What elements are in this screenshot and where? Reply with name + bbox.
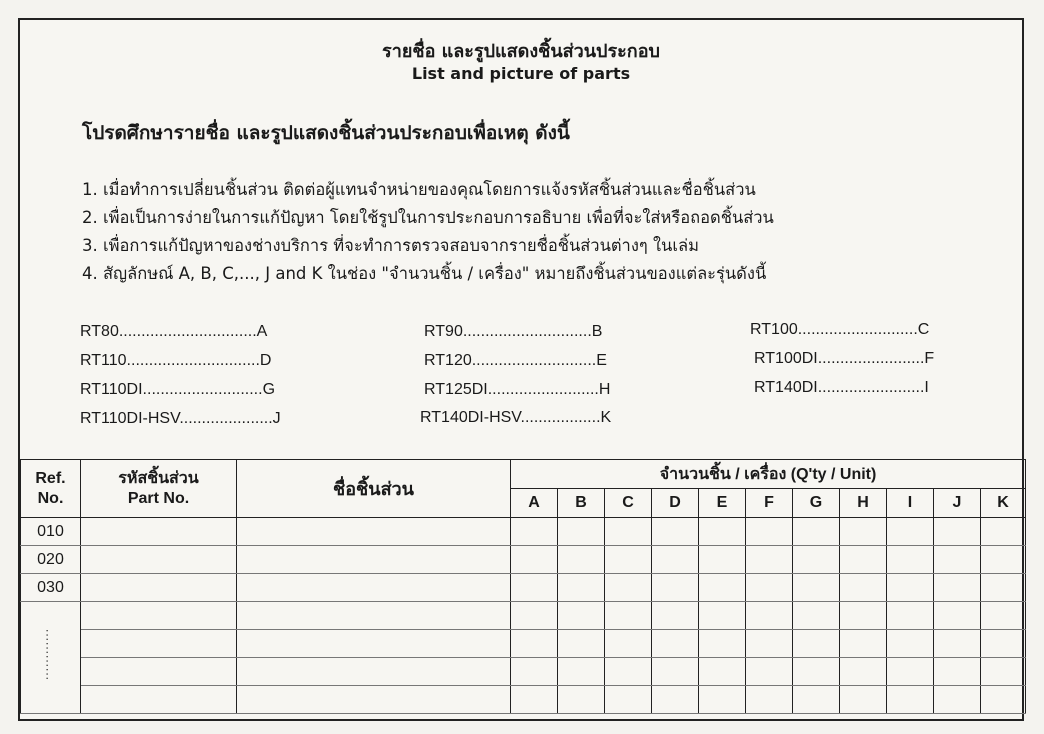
qty-cell	[652, 630, 699, 658]
model-entry	[420, 408, 611, 428]
qty-cell	[699, 574, 746, 602]
qty-per-unit-header: จำนวนชิ้น / เครื่อง (Q'ty / Unit)	[511, 460, 1026, 489]
part-name-cell	[237, 546, 511, 574]
qty-cell	[605, 546, 652, 574]
model-entry	[80, 322, 267, 342]
qty-cell	[558, 630, 605, 658]
qty-cell	[793, 686, 840, 714]
model-code: E	[596, 352, 607, 369]
model-column-header: F	[746, 489, 793, 518]
model-leader: .....................	[179, 410, 273, 427]
model-name: RT110DI	[80, 381, 143, 398]
model-name: RT100DI	[754, 350, 818, 367]
model-code: I	[924, 379, 929, 396]
model-column-header: B	[558, 489, 605, 518]
model-entry	[80, 351, 271, 371]
part-name-header: ชื่อชิ้นส่วน	[237, 460, 511, 518]
instruction-list	[82, 176, 774, 288]
qty-cell	[934, 518, 981, 546]
qty-cell	[511, 546, 558, 574]
qty-cell	[605, 630, 652, 658]
qty-cell	[793, 518, 840, 546]
table-row	[21, 630, 1026, 658]
part-no-header: รหัสชิ้นส่วน Part No.	[81, 460, 237, 518]
model-code: G	[262, 381, 276, 398]
qty-cell	[699, 630, 746, 658]
ref-no-cell: 030	[21, 574, 81, 602]
qty-cell	[699, 658, 746, 686]
model-entry	[80, 409, 281, 429]
model-name: RT80	[80, 323, 119, 340]
qty-cell	[746, 602, 793, 630]
model-column-header: J	[934, 489, 981, 518]
qty-cell	[605, 602, 652, 630]
qty-cell	[981, 518, 1026, 546]
model-entry	[424, 351, 607, 371]
qty-cell	[981, 630, 1026, 658]
qty-cell	[934, 602, 981, 630]
model-name: RT140DI	[754, 379, 818, 396]
qty-cell	[981, 574, 1026, 602]
table-row	[21, 658, 1026, 686]
part-no-cell	[81, 602, 237, 630]
model-column-header: C	[605, 489, 652, 518]
qty-cell	[605, 686, 652, 714]
part-name-cell	[237, 518, 511, 546]
qty-cell	[746, 546, 793, 574]
model-name: RT100	[750, 321, 798, 338]
model-leader: ...........................	[797, 321, 918, 338]
model-code: J	[272, 410, 281, 427]
table-row	[21, 546, 1026, 574]
model-leader: ...........................	[142, 381, 263, 398]
model-code: F	[924, 350, 935, 367]
qty-cell	[981, 546, 1026, 574]
model-leader: .........................	[487, 381, 599, 398]
part-no-cell	[81, 518, 237, 546]
model-column-header: H	[840, 489, 887, 518]
model-entry	[754, 378, 929, 398]
model-code: K	[600, 409, 612, 426]
model-name: RT125DI	[424, 381, 488, 398]
qty-cell	[511, 602, 558, 630]
model-leader: ............................	[471, 352, 597, 369]
qty-cell	[511, 630, 558, 658]
qty-cell	[934, 658, 981, 686]
qty-cell	[746, 574, 793, 602]
qty-cell	[793, 658, 840, 686]
part-no-cell	[81, 658, 237, 686]
model-column-header: E	[699, 489, 746, 518]
qty-cell	[934, 546, 981, 574]
model-column-header: I	[887, 489, 934, 518]
qty-cell	[746, 658, 793, 686]
qty-cell	[887, 686, 934, 714]
qty-cell	[887, 518, 934, 546]
ref-no-cell: 010	[21, 518, 81, 546]
qty-cell	[793, 574, 840, 602]
instruction-item: 4. สัญลักษณ์ A, B, C,..., J and K ในช่อง "จำนวนชิ้น / เครื่อง" หมายถึงชิ้นส่วนของแต่ละรุ่นดังนี้	[82, 264, 767, 283]
qty-cell	[840, 686, 887, 714]
qty-cell	[699, 546, 746, 574]
qty-cell	[558, 602, 605, 630]
qty-cell	[558, 518, 605, 546]
qty-cell	[558, 686, 605, 714]
model-leader: ..............................	[126, 352, 260, 369]
qty-cell	[699, 686, 746, 714]
qty-cell	[652, 686, 699, 714]
model-entry	[750, 320, 929, 340]
qty-cell	[840, 518, 887, 546]
part-name-cell	[237, 658, 511, 686]
qty-cell	[840, 630, 887, 658]
model-entry	[424, 322, 602, 342]
model-column-header: G	[793, 489, 840, 518]
model-entry	[754, 349, 934, 369]
parts-table	[20, 459, 1026, 714]
part-no-cell	[81, 546, 237, 574]
part-name-cell	[237, 574, 511, 602]
instruction-item: 1. เมื่อทำการเปลี่ยนชิ้นส่วน ติดต่อผู้แทนจำหน่ายของคุณโดยการแจ้งรหัสชิ้นส่วนและชื่อชิ้นส่วน	[82, 180, 756, 199]
qty-cell	[652, 602, 699, 630]
parts-list-sheet	[18, 18, 1024, 721]
instructions-heading: โปรดศึกษารายชื่อ และรูปแสดงชิ้นส่วนประกอบเพื่อเหตุ ดังนี้	[82, 122, 570, 144]
model-leader: ........................	[817, 350, 925, 367]
qty-cell	[887, 630, 934, 658]
ref-continuation-cell	[21, 602, 81, 714]
model-column-header: A	[511, 489, 558, 518]
qty-cell	[934, 630, 981, 658]
instruction-item: 2. เพื่อเป็นการง่ายในการแก้ปัญหา โดยใช้รูปในการประกอบการอธิบาย เพื่อที่จะใส่หรือถอดชิ้นส่วน	[82, 208, 774, 227]
qty-cell	[511, 518, 558, 546]
qty-cell	[652, 574, 699, 602]
qty-cell	[605, 658, 652, 686]
qty-cell	[934, 686, 981, 714]
part-no-cell	[81, 574, 237, 602]
qty-cell	[887, 658, 934, 686]
ref-no-cell: 020	[21, 546, 81, 574]
model-leader: ...............................	[118, 323, 257, 340]
qty-cell	[699, 602, 746, 630]
part-name-cell	[237, 630, 511, 658]
qty-cell	[840, 546, 887, 574]
qty-cell	[793, 546, 840, 574]
model-code: H	[598, 381, 611, 398]
table-body	[21, 518, 1026, 714]
part-no-cell	[81, 686, 237, 714]
part-name-cell	[237, 602, 511, 630]
model-entry	[80, 380, 275, 400]
page-title-english: List and picture of parts	[411, 64, 631, 83]
qty-cell	[511, 658, 558, 686]
qty-cell	[699, 518, 746, 546]
model-entry	[424, 380, 610, 400]
qty-cell	[793, 602, 840, 630]
qty-cell	[887, 574, 934, 602]
continuation-dots: ............	[43, 628, 58, 681]
model-code: A	[256, 323, 268, 340]
qty-cell	[981, 658, 1026, 686]
table-row	[21, 602, 1026, 630]
model-leader: ........................	[817, 379, 925, 396]
qty-cell	[981, 686, 1026, 714]
qty-cell	[558, 658, 605, 686]
model-name: RT110	[80, 352, 127, 369]
model-leader: ..................	[520, 409, 601, 426]
model-name: RT140DI-HSV	[420, 409, 521, 426]
model-name: RT120	[424, 352, 472, 369]
qty-cell	[840, 574, 887, 602]
model-code: C	[917, 321, 930, 338]
model-name: RT110DI-HSV	[80, 410, 180, 427]
instruction-item: 3. เพื่อการแก้ปัญหาของช่างบริการ ที่จะทำการตรวจสอบจากรายชื่อชิ้นส่วนต่างๆ ในเล่ม	[82, 236, 699, 255]
qty-cell	[887, 546, 934, 574]
qty-cell	[793, 630, 840, 658]
table-row	[21, 574, 1026, 602]
qty-cell	[746, 630, 793, 658]
qty-cell	[934, 574, 981, 602]
qty-cell	[558, 574, 605, 602]
part-name-cell	[237, 686, 511, 714]
qty-cell	[511, 686, 558, 714]
qty-cell	[746, 686, 793, 714]
model-code: D	[259, 352, 272, 369]
qty-cell	[840, 602, 887, 630]
qty-cell	[840, 658, 887, 686]
qty-cell	[652, 658, 699, 686]
table-row	[21, 686, 1026, 714]
model-column-header: D	[652, 489, 699, 518]
qty-cell	[981, 602, 1026, 630]
qty-cell	[887, 602, 934, 630]
table-row	[21, 518, 1026, 546]
qty-cell	[605, 574, 652, 602]
qty-cell	[605, 518, 652, 546]
qty-cell	[558, 546, 605, 574]
model-leader: .............................	[462, 323, 592, 340]
model-column-header: K	[981, 489, 1026, 518]
part-no-cell	[81, 630, 237, 658]
ref-no-header: Ref. No.	[21, 460, 81, 518]
qty-cell	[652, 546, 699, 574]
model-name: RT90	[424, 323, 463, 340]
qty-cell	[746, 518, 793, 546]
page-title-thai: รายชื่อ และรูปแสดงชิ้นส่วนประกอบ	[382, 41, 660, 62]
model-code: B	[591, 323, 603, 340]
qty-cell	[511, 574, 558, 602]
qty-cell	[652, 518, 699, 546]
